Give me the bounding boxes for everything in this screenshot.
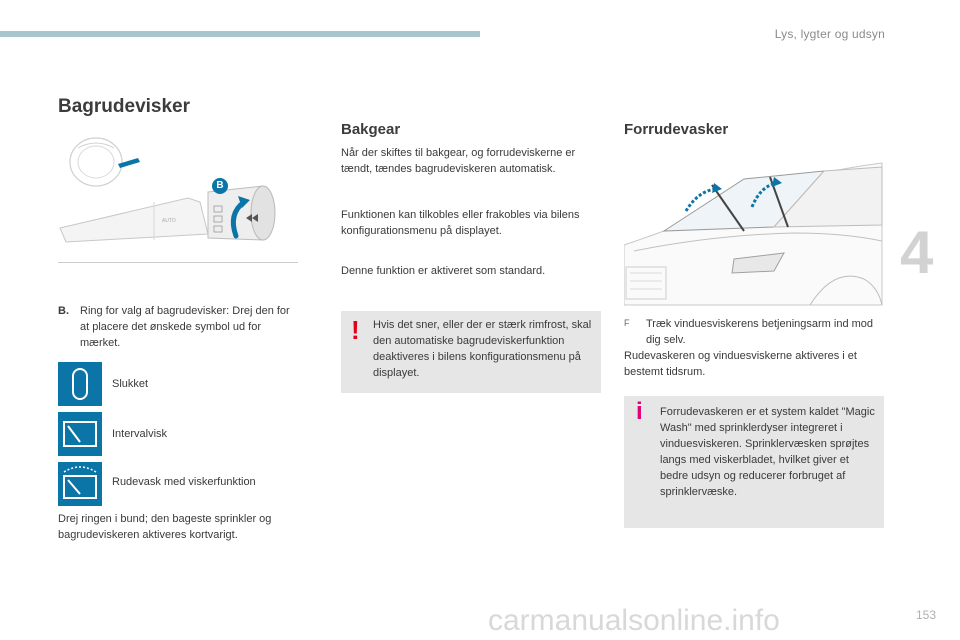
- wiper-stalk-drawing: [58, 130, 298, 262]
- info-i-icon: i: [636, 398, 643, 425]
- svg-text:AUTO: AUTO: [162, 218, 176, 224]
- left-footer-text: Drej ringen i bund; den bageste sprinkler og bagrudeviskeren aktiveres kortvarigt.: [58, 513, 272, 541]
- car-windscreen-illustration: [624, 155, 884, 307]
- section-title-windscreen-wash: Forrudevasker: [624, 121, 729, 138]
- item-b-description: Ring for valg af bagrudevisker: Drej den for at placere det ønskede symbol ud for mærket.: [80, 305, 290, 349]
- chapter-title: Lys, lygter og udsyn: [774, 27, 885, 41]
- item-b-label: B.: [58, 305, 69, 317]
- rear-wiper-intermittent-icon: [58, 412, 102, 456]
- reverse-gear-paragraph-1: Når der skiftes til bakgear, og forrudeviskerne er tændt, tændes bagrudeviskeren automatisk.: [341, 147, 576, 175]
- warning-exclamation-icon: !: [351, 315, 360, 345]
- section-title-reverse-gear: Bakgear: [341, 121, 401, 138]
- rear-wiper-wash-icon: [58, 462, 102, 506]
- mode-label-intermittent: Intervalvisk: [112, 428, 168, 440]
- bullet-text: Træk vinduesviskerens betjeningsarm ind mod dig selv.: [646, 318, 874, 346]
- rear-wiper-off-icon: [58, 362, 102, 406]
- mode-icon-wash: [58, 462, 102, 506]
- mode-label-off: Slukket: [112, 378, 149, 390]
- wiper-stalk-illustration: [58, 130, 298, 263]
- reverse-gear-paragraph-2: Funktionen kan tilkobles eller frakobles via bilens konfigurationsmenu på displayet.: [341, 209, 580, 237]
- info-text: Forrudevaskeren er et system kaldet "Magic Wash" med sprinklerdyser integreret i vinduesviskeren. Sprinklervæsken sprøjtes langs med viskerbladet, hvilket giver et bedre udsyn og reducerer forbruget af sprinklervæske.: [660, 406, 875, 498]
- watermark: carmanualsonline.info: [488, 604, 780, 637]
- page-number: 153: [916, 608, 937, 622]
- mode-icon-intermittent: [58, 412, 102, 456]
- mode-icon-off: [58, 362, 102, 406]
- section-title-rear-wiper: Bagrudevisker: [58, 96, 191, 117]
- bullet-flag-icon: F: [624, 318, 630, 328]
- info-box: [624, 396, 884, 528]
- windscreen-wash-paragraph: Rudevaskeren og vinduesviskerne aktiveres i et bestemt tidsrum.: [624, 350, 857, 378]
- right-bullet: [624, 316, 884, 348]
- warning-box: [341, 311, 601, 393]
- car-windscreen-drawing: [624, 155, 884, 307]
- top-decorative-bar: [0, 31, 480, 37]
- warning-text: Hvis det sner, eller der er stærk rimfrost, skal den automatiske bagrudeviskerfunktion deaktiveres i bilens konfigurationsmenu på displayet.: [373, 319, 592, 379]
- callout-b-marker: [212, 178, 228, 194]
- chapter-number: 4: [900, 219, 934, 286]
- reverse-gear-paragraph-3: Denne funktion er aktiveret som standard.: [341, 265, 546, 277]
- callout-b-letter: B: [216, 180, 224, 191]
- item-b: [58, 303, 308, 351]
- mode-label-wash: Rudevask med viskerfunktion: [112, 476, 256, 488]
